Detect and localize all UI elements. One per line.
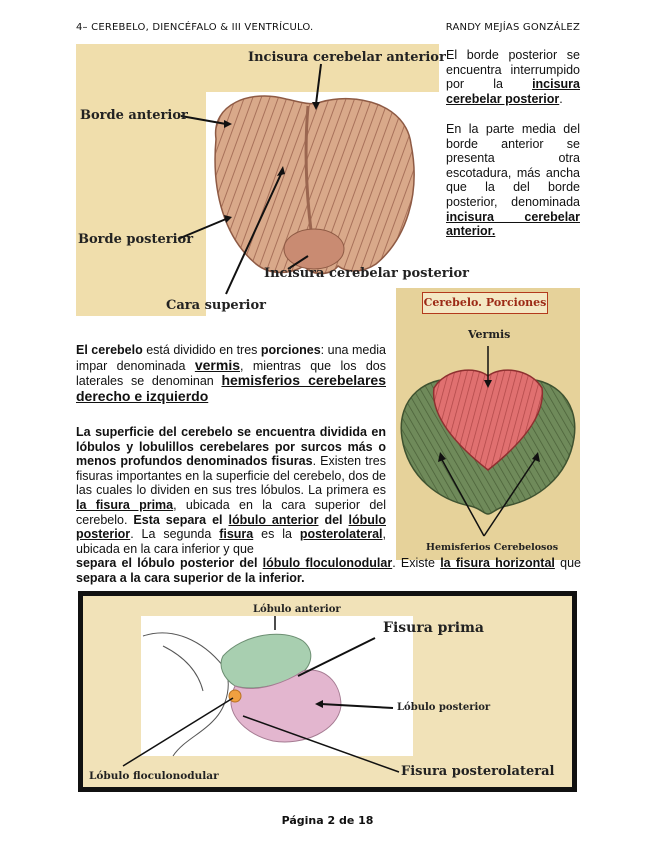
cerebellum-lobes-illustration	[83, 596, 572, 787]
side-p1-text: El borde posterior se encuentra interrumpido por la	[446, 48, 580, 92]
para2-text: es la	[253, 527, 300, 542]
page-number: Página 2 de 18	[281, 814, 374, 827]
para2-term-fisura-prima: la fisura prima	[76, 497, 174, 512]
label-lobulo-posterior: Lóbulo posterior	[397, 702, 491, 713]
side-p2-text: En la parte media del borde anterior se presenta otra escotadura, más ancha que la del borde posterior, denominada	[446, 122, 580, 209]
para2-text: , ubicada en la cara superior del cerebelo.	[76, 497, 387, 527]
label-lobulo-anterior: Lóbulo anterior	[253, 604, 341, 615]
label-vermis: Vermis	[468, 328, 511, 341]
para2-text: separa a la cara superior de la inferior.	[76, 570, 305, 585]
para2-term-lobulo-posterior: lóbulo posterior	[76, 512, 386, 542]
para2-text: La superficie del cerebelo se encuentra dividida en lóbulos y lobulillos cerebelares por surcos más o menos profundos denominados fisuras	[76, 425, 386, 469]
para2-text: . Existe	[392, 556, 441, 570]
label-borde-anterior: Borde anterior	[80, 108, 188, 123]
para2-term-fisura: fisura	[219, 527, 254, 542]
para1-term-vermis: vermis	[194, 356, 241, 373]
para2-text: Esta separa el	[133, 512, 229, 527]
para1-text: , mientras que los dos laterales se denominan	[76, 358, 386, 389]
paragraph-porciones	[76, 343, 386, 404]
para2-text: separa el lóbulo posterior del	[76, 556, 263, 570]
para2-text: que	[554, 556, 581, 570]
side-p1-term: incisura cerebelar posterior	[446, 77, 580, 106]
header-author: RANDY MEJÍAS GONZÁLEZ	[445, 22, 580, 33]
para2-text: , ubicada en la cara inferior y que	[76, 527, 386, 556]
side-p2-term: incisura cerebelar anterior.	[446, 209, 580, 239]
header-title: 4– CEREBELO, DIENCÉFALO & III VENTRÍCULO.	[76, 22, 314, 33]
figure2-title: Cerebelo. Porciones	[422, 292, 548, 314]
label-fisura-posterolateral: Fisura posterolateral	[401, 764, 555, 779]
paragraph-fisuras-cont	[76, 556, 581, 585]
label-incisura-cerebelar-anterior: Incisura cerebelar anterior	[248, 50, 446, 65]
para1-term-hemisferios: hemisferios cerebelares derecho e izquierdo	[76, 372, 386, 404]
side-p1-end: .	[559, 91, 563, 106]
label-incisura-cerebelar-posterior: Incisura cerebelar posterior	[264, 266, 470, 281]
figure-cerebellum-superior	[76, 44, 470, 316]
label-lobulo-floculonodular: Lóbulo floculonodular	[89, 770, 219, 782]
label-cara-superior: Cara superior	[166, 298, 267, 313]
figure3-background	[83, 596, 572, 787]
para1-term-cerebelo: El cerebelo	[76, 343, 143, 357]
figure-cerebellum-lobes	[78, 591, 577, 792]
para2-text: del	[318, 512, 349, 527]
para2-term-lobulo-anterior: lóbulo anterior	[228, 512, 319, 527]
para2-term-floculonodular: lóbulo floculonodular	[262, 556, 393, 570]
para2-term-posterolateral: posterolateral	[299, 527, 383, 542]
para1-text: está dividido en tres	[142, 343, 261, 357]
para1-text: : una media impar denominada	[76, 343, 386, 373]
figure-cerebellum-portions	[396, 288, 580, 560]
para2-text: . Existen tres fisuras importantes en la superficie del cerebelo, dos de las cuales lo dividen en sus tres lóbulos. La primera es	[76, 454, 387, 498]
para2-text: . La segunda	[130, 527, 220, 542]
paragraph-fisuras	[76, 425, 386, 556]
para2-term-fisura-horizontal: la fisura horizontal	[440, 556, 555, 570]
para1-term-porciones: porciones	[260, 343, 321, 357]
side-paragraph-2	[446, 122, 580, 239]
label-fisura-prima: Fisura prima	[383, 620, 485, 636]
label-borde-posterior: Borde posterior	[78, 232, 194, 247]
label-hemisferios-cerebelosos: Hemisferios Cerebelosos	[426, 542, 559, 553]
side-paragraph-1	[446, 48, 580, 106]
